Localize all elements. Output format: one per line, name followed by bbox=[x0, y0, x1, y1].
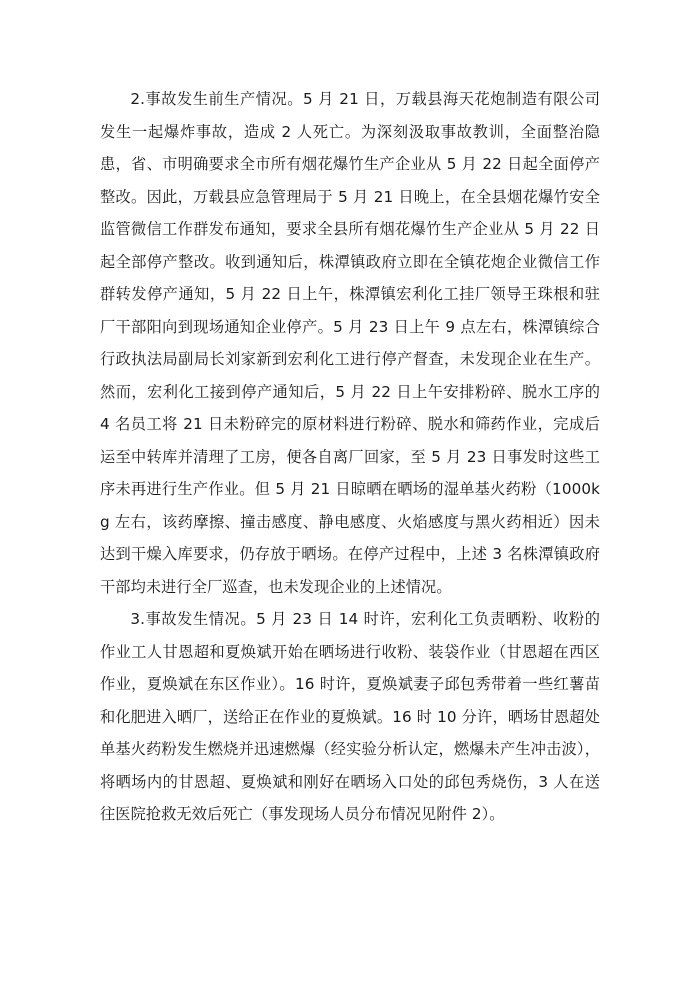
paragraph-accident-occurrence: 3.事故发生情况。5 月 23 日 14 时许，宏利化工负责晒粉、收粉的作业工人甘恩超和夏焕斌开始在晒场进行收粉、装袋作业（甘恩超在西区作业，夏焕斌在东区作业）。16 时许，夏焕斌妻子邱包秀带着一些红薯苗和化肥进入晒厂，送给正在作业的夏焕斌。16 时 10 分许，晒场甘恩超处单基火药粉发生燃烧并迅速燃爆（经实验分析认定，燃爆未产生冲击波），将晒场内的甘恩超、夏焕斌和刚好在晒场入口处的邱包秀烧伤，3 人在送往医院抢救无效后死亡（事发现场人员分布情况见附件 2）。 bbox=[100, 610, 600, 823]
paragraph-production-before-accident: 2.事故发生前生产情况。5 月 21 日，万载县海天花炮制造有限公司发生一起爆炸事故，造成 2 人死亡。为深刻汲取事故教训，全面整治隐患，省、市明确要求全市所有烟花爆竹生产企业从 5 月 22 日起全面停产整改。因此，万载县应急管理局于 5 月 21 日晚上，在全县烟花爆竹安全监管微信工作群发布通知，要求全县所有烟花爆竹生产企业从 5 月 22 日起全部停产整改。收到通知后，株潭镇政府立即在全镇花炮企业微信工作群转发停产通知，5 月 22 日上午，株潭镇宏利化工挂厂领导王珠根和驻厂干部阳向到现场通知企业停产。5 月 23 日上午 9 点左右，株潭镇综合行政执法局副局长刘家新到宏利化工进行停产督查，未发现企业在生产。然而，宏利化工接到停产通知后，5 月 22 日上午安排粉碎、脱水工序的 4 名员工将 21 日未粉碎完的原材料进行粉碎、脱水和筛药作业，完成后运至中转库并清理了工房，便各自离厂回家，至 5 月 23 日事发时这些工序未再进行生产作业。但 5 月 21 日晾晒在晒场的湿单基火药粉（1000kg 左右，该药摩擦、撞击感度、静电感度、火焰感度与黑火药相近）因未达到干燥入库要求，仍存放于晒场。在停产过程中，上述 3 名株潭镇政府干部均未进行全厂巡查，也未发现企业的上述情况。 bbox=[100, 90, 600, 596]
document-body bbox=[100, 83, 600, 831]
